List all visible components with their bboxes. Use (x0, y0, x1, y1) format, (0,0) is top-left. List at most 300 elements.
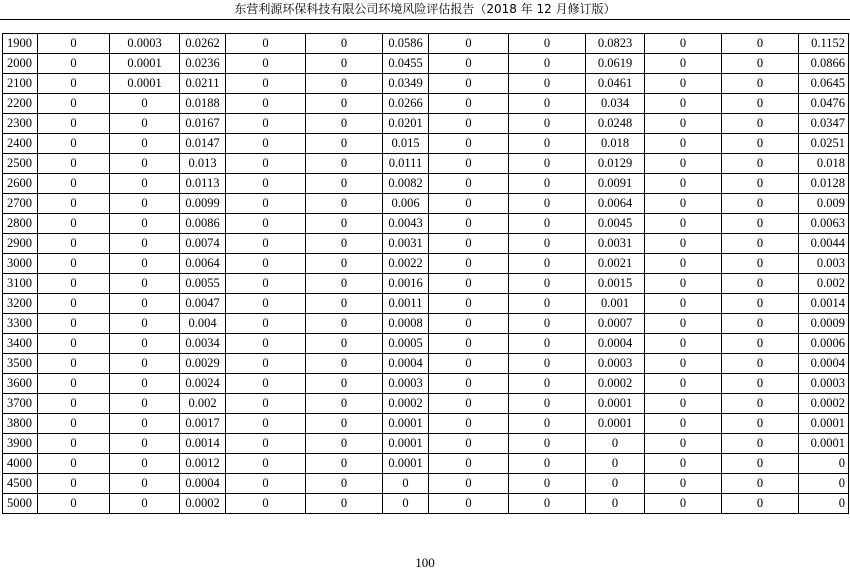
value-cell: 0.0008 (383, 314, 429, 334)
value-cell: 0 (509, 254, 586, 274)
value-cell: 0 (110, 94, 180, 114)
value-cell: 0 (226, 474, 306, 494)
value-cell: 0 (38, 74, 110, 94)
value-cell: 0.0188 (180, 94, 226, 114)
distance-cell: 2100 (3, 74, 38, 94)
value-cell: 0.0031 (586, 234, 645, 254)
value-cell: 0 (38, 94, 110, 114)
value-cell: 0 (722, 274, 799, 294)
value-cell: 0 (226, 114, 306, 134)
distance-cell: 3800 (3, 414, 38, 434)
value-cell: 0 (586, 434, 645, 454)
table-row (3, 174, 849, 194)
value-cell: 0 (722, 294, 799, 314)
value-cell: 0.0167 (180, 114, 226, 134)
table-row (3, 474, 849, 494)
value-cell: 0 (110, 214, 180, 234)
value-cell: 0.0005 (383, 334, 429, 354)
value-cell: 0 (306, 154, 383, 174)
value-cell: 0 (429, 414, 509, 434)
value-cell: 0.0043 (383, 214, 429, 234)
value-cell: 0 (38, 394, 110, 414)
value-cell: 0 (509, 294, 586, 314)
value-cell: 0 (38, 354, 110, 374)
value-cell: 0 (306, 134, 383, 154)
value-cell: 0 (306, 474, 383, 494)
value-cell: 0.0001 (383, 434, 429, 454)
value-cell: 0 (509, 94, 586, 114)
value-cell: 0 (110, 114, 180, 134)
value-cell: 0 (645, 254, 722, 274)
concentration-table (2, 33, 849, 514)
value-cell: 0 (38, 34, 110, 54)
value-cell: 0 (226, 174, 306, 194)
distance-cell: 2800 (3, 214, 38, 234)
value-cell: 0 (645, 394, 722, 414)
value-cell: 0 (645, 214, 722, 234)
value-cell: 0.0248 (586, 114, 645, 134)
value-cell: 0.0003 (383, 374, 429, 394)
value-cell: 0 (306, 174, 383, 194)
value-cell: 0.003 (799, 254, 849, 274)
distance-cell: 5000 (3, 494, 38, 514)
value-cell: 0 (722, 94, 799, 114)
value-cell: 0 (722, 214, 799, 234)
value-cell: 0.0001 (110, 74, 180, 94)
distance-cell: 2000 (3, 54, 38, 74)
value-cell: 0 (645, 174, 722, 194)
distance-cell: 2600 (3, 174, 38, 194)
value-cell: 0 (722, 414, 799, 434)
table-row (3, 454, 849, 474)
value-cell: 0 (306, 254, 383, 274)
value-cell: 0 (645, 334, 722, 354)
value-cell: 0 (110, 494, 180, 514)
value-cell: 0 (110, 474, 180, 494)
value-cell: 0.0262 (180, 34, 226, 54)
value-cell: 0 (38, 334, 110, 354)
value-cell: 0.0128 (799, 174, 849, 194)
value-cell: 0.0021 (586, 254, 645, 274)
value-cell: 0 (586, 474, 645, 494)
table-row (3, 94, 849, 114)
value-cell: 0 (509, 214, 586, 234)
value-cell: 0 (509, 374, 586, 394)
value-cell: 0 (722, 494, 799, 514)
value-cell: 0 (509, 314, 586, 334)
value-cell: 0 (509, 334, 586, 354)
value-cell: 0.0004 (383, 354, 429, 374)
value-cell: 0.009 (799, 194, 849, 214)
value-cell: 0 (110, 314, 180, 334)
value-cell: 0.006 (383, 194, 429, 214)
value-cell: 0 (429, 34, 509, 54)
value-cell: 0 (110, 134, 180, 154)
value-cell: 0 (110, 174, 180, 194)
value-cell: 0.0476 (799, 94, 849, 114)
value-cell: 0 (226, 74, 306, 94)
distance-cell: 3400 (3, 334, 38, 354)
value-cell: 0 (306, 94, 383, 114)
value-cell: 0 (722, 374, 799, 394)
value-cell: 0.0034 (180, 334, 226, 354)
value-cell: 0.0045 (586, 214, 645, 234)
value-cell: 0.0251 (799, 134, 849, 154)
value-cell: 0 (509, 154, 586, 174)
value-cell: 0 (306, 374, 383, 394)
value-cell: 0 (306, 194, 383, 214)
value-cell: 0.0009 (799, 314, 849, 334)
value-cell: 0 (38, 314, 110, 334)
table-row (3, 314, 849, 334)
value-cell: 0 (429, 174, 509, 194)
value-cell: 0.0006 (799, 334, 849, 354)
value-cell: 0 (645, 414, 722, 434)
distance-cell: 2700 (3, 194, 38, 214)
value-cell: 0 (509, 414, 586, 434)
value-cell: 0 (38, 194, 110, 214)
value-cell: 0 (38, 214, 110, 234)
value-cell: 0 (110, 274, 180, 294)
value-cell: 0 (38, 234, 110, 254)
value-cell: 0.0211 (180, 74, 226, 94)
value-cell: 0 (110, 194, 180, 214)
table-row (3, 374, 849, 394)
value-cell: 0 (226, 434, 306, 454)
value-cell: 0 (306, 74, 383, 94)
table-row (3, 234, 849, 254)
value-cell: 0 (429, 54, 509, 74)
value-cell: 0 (38, 414, 110, 434)
value-cell: 0 (226, 34, 306, 54)
value-cell: 0.0201 (383, 114, 429, 134)
value-cell: 0.0014 (180, 434, 226, 454)
value-cell: 0.0266 (383, 94, 429, 114)
value-cell: 0 (226, 394, 306, 414)
value-cell: 0.0129 (586, 154, 645, 174)
table-row (3, 114, 849, 134)
value-cell: 0 (226, 414, 306, 434)
value-cell: 0 (722, 314, 799, 334)
distance-cell: 2400 (3, 134, 38, 154)
value-cell: 0 (226, 214, 306, 234)
value-cell: 0 (38, 474, 110, 494)
value-cell: 0 (306, 394, 383, 414)
value-cell: 0 (226, 134, 306, 154)
value-cell: 0 (38, 294, 110, 314)
value-cell: 0 (226, 154, 306, 174)
value-cell: 0.018 (586, 134, 645, 154)
value-cell: 0 (509, 194, 586, 214)
value-cell: 0 (586, 454, 645, 474)
value-cell: 0.0012 (180, 454, 226, 474)
value-cell: 0.0086 (180, 214, 226, 234)
table-row (3, 74, 849, 94)
value-cell: 0 (110, 434, 180, 454)
value-cell: 0 (38, 374, 110, 394)
value-cell: 0 (306, 434, 383, 454)
value-cell: 0 (586, 494, 645, 514)
table-row (3, 134, 849, 154)
value-cell: 0 (38, 274, 110, 294)
value-cell: 0.015 (383, 134, 429, 154)
value-cell: 0 (306, 54, 383, 74)
value-cell: 0.0003 (586, 354, 645, 374)
value-cell: 0 (799, 494, 849, 514)
value-cell: 0 (226, 334, 306, 354)
value-cell: 0 (722, 154, 799, 174)
value-cell: 0.0001 (383, 414, 429, 434)
value-cell: 0 (306, 114, 383, 134)
value-cell: 0.0003 (799, 374, 849, 394)
value-cell: 0 (306, 414, 383, 434)
value-cell: 0 (645, 234, 722, 254)
value-cell: 0 (226, 254, 306, 274)
value-cell: 0.0029 (180, 354, 226, 374)
table-row (3, 394, 849, 414)
value-cell: 0 (226, 314, 306, 334)
value-cell: 0.0024 (180, 374, 226, 394)
distance-cell: 3600 (3, 374, 38, 394)
value-cell: 0.0055 (180, 274, 226, 294)
value-cell: 0 (429, 314, 509, 334)
value-cell: 0.0455 (383, 54, 429, 74)
table-row (3, 294, 849, 314)
value-cell: 0 (429, 454, 509, 474)
value-cell: 0 (226, 294, 306, 314)
value-cell: 0 (110, 254, 180, 274)
value-cell: 0 (722, 234, 799, 254)
value-cell: 0 (429, 294, 509, 314)
value-cell: 0 (645, 134, 722, 154)
value-cell: 0 (645, 194, 722, 214)
value-cell: 0 (110, 234, 180, 254)
value-cell: 0 (722, 174, 799, 194)
value-cell: 0 (429, 234, 509, 254)
value-cell: 0 (38, 254, 110, 274)
value-cell: 0 (429, 74, 509, 94)
value-cell: 0 (110, 394, 180, 414)
table-row (3, 334, 849, 354)
value-cell: 0.0064 (180, 254, 226, 274)
value-cell: 0.0002 (586, 374, 645, 394)
value-cell: 0.1152 (799, 34, 849, 54)
value-cell: 0.0007 (586, 314, 645, 334)
value-cell: 0.0004 (799, 354, 849, 374)
table-row (3, 434, 849, 454)
value-cell: 0.0001 (383, 454, 429, 474)
value-cell: 0 (509, 494, 586, 514)
distance-cell: 1900 (3, 34, 38, 54)
value-cell: 0 (306, 354, 383, 374)
value-cell: 0.002 (180, 394, 226, 414)
value-cell: 0 (110, 154, 180, 174)
value-cell: 0.0113 (180, 174, 226, 194)
value-cell: 0 (306, 494, 383, 514)
value-cell: 0.0586 (383, 34, 429, 54)
value-cell: 0 (306, 334, 383, 354)
value-cell: 0 (722, 134, 799, 154)
value-cell: 0 (645, 454, 722, 474)
value-cell: 0 (226, 234, 306, 254)
distance-cell: 3300 (3, 314, 38, 334)
distance-cell: 4000 (3, 454, 38, 474)
value-cell: 0 (429, 254, 509, 274)
value-cell: 0 (509, 354, 586, 374)
value-cell: 0.0064 (586, 194, 645, 214)
page-number: 100 (415, 555, 435, 570)
value-cell: 0.0001 (799, 434, 849, 454)
value-cell: 0 (722, 194, 799, 214)
value-cell: 0 (429, 94, 509, 114)
value-cell: 0 (645, 114, 722, 134)
value-cell: 0.0001 (799, 414, 849, 434)
value-cell: 0.0001 (586, 394, 645, 414)
table-row (3, 54, 849, 74)
value-cell: 0 (38, 114, 110, 134)
value-cell: 0 (429, 354, 509, 374)
value-cell: 0.0111 (383, 154, 429, 174)
distance-cell: 3000 (3, 254, 38, 274)
value-cell: 0.0004 (180, 474, 226, 494)
value-cell: 0 (645, 154, 722, 174)
value-cell: 0 (306, 294, 383, 314)
value-cell: 0.0823 (586, 34, 645, 54)
value-cell: 0 (226, 274, 306, 294)
value-cell: 0 (429, 114, 509, 134)
distance-cell: 3200 (3, 294, 38, 314)
value-cell: 0 (226, 454, 306, 474)
table-row (3, 494, 849, 514)
value-cell: 0 (429, 134, 509, 154)
value-cell: 0.0047 (180, 294, 226, 314)
value-cell: 0 (645, 74, 722, 94)
distance-cell: 2500 (3, 154, 38, 174)
value-cell: 0 (722, 434, 799, 454)
value-cell: 0 (110, 354, 180, 374)
value-cell: 0 (38, 134, 110, 154)
value-cell: 0 (645, 494, 722, 514)
value-cell: 0.0461 (586, 74, 645, 94)
distance-cell: 2200 (3, 94, 38, 114)
value-cell: 0 (306, 214, 383, 234)
value-cell: 0.002 (799, 274, 849, 294)
value-cell: 0 (429, 194, 509, 214)
value-cell: 0 (226, 194, 306, 214)
value-cell: 0 (110, 374, 180, 394)
table-row (3, 194, 849, 214)
value-cell: 0 (429, 474, 509, 494)
value-cell: 0 (645, 294, 722, 314)
value-cell: 0.0014 (799, 294, 849, 314)
value-cell: 0.0236 (180, 54, 226, 74)
value-cell: 0.0349 (383, 74, 429, 94)
value-cell: 0.0082 (383, 174, 429, 194)
value-cell: 0 (110, 454, 180, 474)
value-cell: 0 (38, 154, 110, 174)
distance-cell: 3100 (3, 274, 38, 294)
value-cell: 0 (645, 374, 722, 394)
value-cell: 0.0001 (586, 414, 645, 434)
value-cell: 0 (645, 34, 722, 54)
value-cell: 0 (722, 474, 799, 494)
value-cell: 0.018 (799, 154, 849, 174)
value-cell: 0.0003 (110, 34, 180, 54)
table-row (3, 34, 849, 54)
value-cell: 0 (722, 334, 799, 354)
value-cell: 0 (722, 114, 799, 134)
value-cell: 0 (226, 494, 306, 514)
value-cell: 0 (110, 414, 180, 434)
value-cell: 0 (645, 54, 722, 74)
value-cell: 0 (306, 454, 383, 474)
table-row (3, 274, 849, 294)
value-cell: 0.0091 (586, 174, 645, 194)
table-row (3, 214, 849, 234)
table-row (3, 354, 849, 374)
value-cell: 0.001 (586, 294, 645, 314)
value-cell: 0 (226, 54, 306, 74)
value-cell: 0 (38, 494, 110, 514)
distance-cell: 4500 (3, 474, 38, 494)
value-cell: 0 (799, 474, 849, 494)
value-cell: 0.0866 (799, 54, 849, 74)
value-cell: 0 (429, 434, 509, 454)
distance-cell: 2300 (3, 114, 38, 134)
table-body (3, 34, 849, 514)
value-cell: 0 (722, 394, 799, 414)
value-cell: 0.0004 (586, 334, 645, 354)
value-cell: 0 (645, 314, 722, 334)
value-cell: 0 (509, 134, 586, 154)
value-cell: 0 (226, 374, 306, 394)
value-cell: 0.0074 (180, 234, 226, 254)
value-cell: 0 (645, 434, 722, 454)
table-row (3, 154, 849, 174)
value-cell: 0 (429, 334, 509, 354)
value-cell: 0.013 (180, 154, 226, 174)
value-cell: 0 (722, 254, 799, 274)
value-cell: 0 (306, 234, 383, 254)
value-cell: 0 (645, 474, 722, 494)
value-cell: 0.034 (586, 94, 645, 114)
value-cell: 0 (429, 214, 509, 234)
value-cell: 0.0017 (180, 414, 226, 434)
distance-cell: 3900 (3, 434, 38, 454)
value-cell: 0.0022 (383, 254, 429, 274)
value-cell: 0.0063 (799, 214, 849, 234)
value-cell: 0 (306, 274, 383, 294)
value-cell: 0.0002 (180, 494, 226, 514)
value-cell: 0 (799, 454, 849, 474)
distance-cell: 3700 (3, 394, 38, 414)
header-divider (0, 19, 850, 20)
value-cell: 0 (645, 274, 722, 294)
value-cell: 0.0619 (586, 54, 645, 74)
value-cell: 0 (509, 394, 586, 414)
value-cell: 0 (722, 354, 799, 374)
value-cell: 0.0002 (383, 394, 429, 414)
value-cell: 0 (38, 454, 110, 474)
value-cell: 0 (429, 374, 509, 394)
value-cell: 0.0031 (383, 234, 429, 254)
value-cell: 0 (38, 434, 110, 454)
value-cell: 0.0015 (586, 274, 645, 294)
value-cell: 0 (383, 494, 429, 514)
value-cell: 0 (509, 474, 586, 494)
value-cell: 0.0002 (799, 394, 849, 414)
value-cell: 0.0147 (180, 134, 226, 154)
